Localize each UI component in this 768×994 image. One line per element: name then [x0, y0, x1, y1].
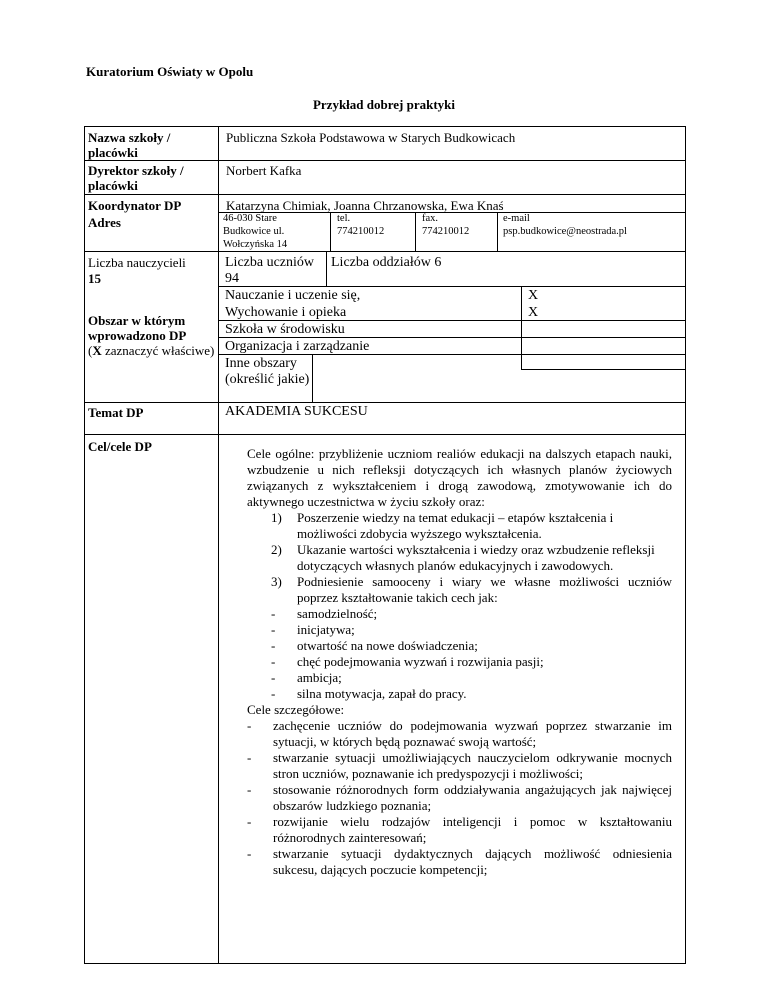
area-item-teaching: Nauczanie i uczenie się, — [225, 288, 361, 303]
label-classes: Liczba oddziałów 6 — [331, 255, 442, 270]
value-tel: 774210012 — [337, 226, 385, 237]
value-students: 94 — [225, 271, 239, 286]
value-street: 46-030 Stare Budkowice ul. Wołczyńska 14 — [223, 213, 288, 250]
specific-text: stosowanie różnorodnych form oddziaływania angażujących jak najwięcej obszarów ludzkiego poznania; — [273, 782, 672, 813]
trait-dash: - — [271, 654, 276, 669]
trait-text: inicjatywa; — [297, 622, 355, 637]
trait-text: silna motywacja, zapał do pracy. — [297, 686, 467, 701]
area-item-community: Szkoła w środowisku — [225, 322, 345, 337]
label-areas-paren: ( — [88, 343, 93, 358]
label-email: e-mail — [503, 213, 530, 224]
trait-dash: - — [271, 606, 276, 621]
specific-goal — [247, 750, 672, 782]
specific-dash: - — [247, 750, 252, 765]
trait-dash: - — [271, 638, 276, 653]
area-item-care: Wychowanie i opieka — [225, 305, 347, 320]
goals-content — [247, 446, 672, 878]
label-address: Adres — [88, 215, 121, 230]
label-fax: fax. — [422, 213, 439, 224]
trait-text: chęć podejmowania wyzwań i rozwijania pasji; — [297, 654, 544, 669]
label-students: Liczba uczniów — [225, 255, 315, 270]
value-fax: 774210012 — [422, 226, 470, 237]
value-school-name: Publiczna Szkoła Podstawowa w Starych Budkowicach — [226, 130, 516, 145]
specific-dash: - — [247, 814, 252, 829]
value-coordinator: Katarzyna Chimiak, Joanna Chrzanowska, Ewa Knaś — [226, 198, 504, 213]
specific-dash: - — [247, 846, 252, 861]
trait-item — [247, 638, 672, 654]
goal-text-2: Ukazanie wartości wykształcenia i wiedzy oraz wzbudzenie refleksji dotyczących własnych planów edukacyjnych i zawodowych. — [297, 542, 655, 573]
document-header: Kuratorium Oświaty w Opolu — [86, 64, 254, 79]
trait-text: otwartość na nowe doświadczenia; — [297, 638, 478, 653]
label-topic: Temat DP — [88, 405, 144, 420]
label-coordinator: Koordynator DP — [88, 198, 182, 213]
label-areas-title: Obszar w którym wprowadzono DP — [88, 313, 187, 343]
goal-numbered-3 — [247, 574, 672, 606]
trait-item — [247, 654, 672, 670]
label-areas — [88, 313, 216, 358]
value-teachers: 15 — [88, 271, 101, 286]
trait-item — [247, 670, 672, 686]
specific-dash: - — [247, 782, 252, 797]
goal-num-2: 2) — [271, 542, 282, 557]
specific-goals-label: Cele szczegółowe: — [247, 702, 345, 717]
label-teachers: Liczba nauczycieli — [88, 255, 186, 270]
value-topic: AKADEMIA SUKCESU — [225, 404, 368, 419]
trait-dash: - — [271, 622, 276, 637]
specific-dash: - — [247, 718, 252, 733]
value-email: psp.budkowice@neostrada.pl — [503, 226, 627, 237]
goal-text-3: Podniesienie samooceny i wiary we własne możliwości uczniów poprzez kształtowanie takich cech jak: — [297, 574, 672, 605]
specific-text: rozwijanie wielu rodzajów inteligencji i pomoc w kształtowaniu różnorodnych zainteresowań; — [273, 814, 672, 845]
trait-dash: - — [271, 670, 276, 685]
label-director: Dyrektor szkoły / placówki — [88, 163, 184, 193]
goal-num-1: 1) — [271, 510, 282, 525]
goals-intro: Cele ogólne: przybliżenie uczniom realiów edukacji na dalszych etapach nauki, wzbudzenie u nich refleksji dotyczących ich własnych planów życiowych związanych z wykształceniem i drogą zawodową, zmotywowanie ich do aktywnego uczestnictwa w życiu szkoły oraz: — [247, 446, 672, 509]
area-item-management: Organizacja i zarządzanie — [225, 339, 370, 354]
goal-numbered-2 — [247, 542, 672, 574]
label-school-name: Nazwa szkoły / placówki — [88, 130, 171, 160]
value-director: Norbert Kafka — [226, 163, 302, 178]
specific-goal — [247, 846, 672, 878]
specific-goal — [247, 814, 672, 846]
label-areas-hint: zaznaczyć właściwe) — [101, 343, 215, 358]
area-mark-care: X — [528, 305, 539, 320]
label-goals: Cel/cele DP — [88, 439, 152, 454]
label-areas-x: X — [92, 343, 102, 358]
specific-text: stwarzanie sytuacji umożliwiających nauczycielom odkrywanie mocnych stron uczniów, poznawanie ich predyspozycji i możliwości; — [273, 750, 672, 781]
trait-text: samodzielność; — [297, 606, 378, 621]
trait-text: ambicja; — [297, 670, 342, 685]
goal-num-3: 3) — [271, 574, 282, 589]
specific-goal — [247, 718, 672, 750]
goal-numbered-1 — [247, 510, 672, 542]
area-mark-teaching: X — [528, 288, 539, 303]
goal-text-1: Poszerzenie wiedzy na temat edukacji – etapów kształcenia i możliwości zdobycia wyższego wykształcenia. — [297, 510, 614, 541]
trait-item — [247, 622, 672, 638]
label-tel: tel. — [337, 213, 351, 224]
document-title: Przykład dobrej praktyki — [312, 97, 456, 112]
trait-item — [247, 606, 672, 622]
specific-text: zachęcenie uczniów do podejmowania wyzwań poprzez stwarzanie im sytuacji, w których będą poznawać swoją wartość; — [273, 718, 672, 749]
trait-item — [247, 686, 672, 702]
area-item-other: Inne obszary (określić jakie) — [225, 356, 310, 387]
specific-text: stwarzanie sytuacji dydaktycznych dających możliwość odniesienia sukcesu, dających poczucie kompetencji; — [273, 846, 672, 877]
specific-goal — [247, 782, 672, 814]
trait-dash: - — [271, 686, 276, 701]
